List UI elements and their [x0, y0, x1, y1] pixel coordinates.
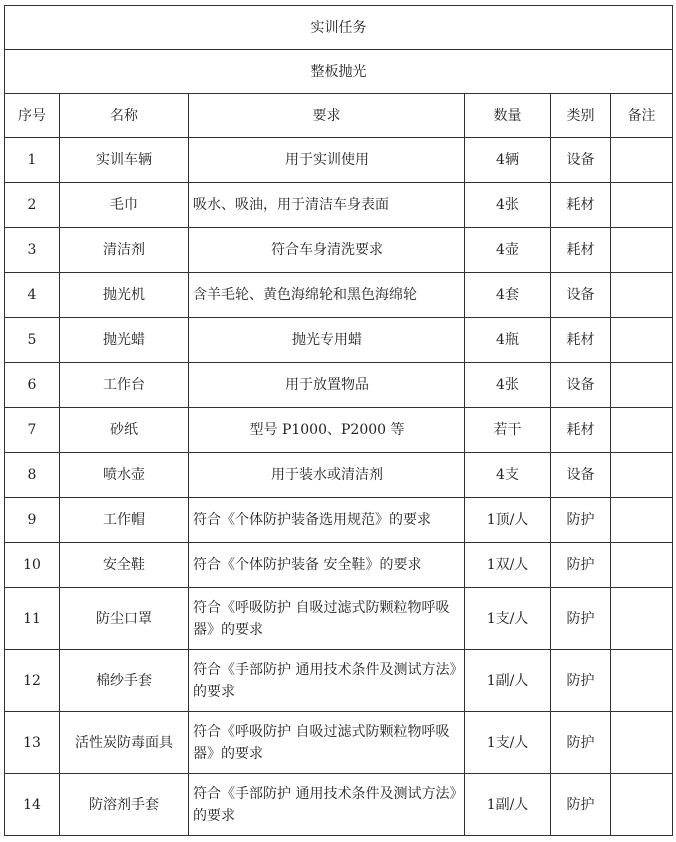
cell-note: [611, 650, 673, 712]
cell-requirement: 用于实训使用: [189, 138, 465, 183]
cell-no: 9: [5, 498, 60, 543]
cell-category: 设备: [551, 273, 611, 318]
table-row: [5, 498, 673, 543]
cell-note: [611, 228, 673, 273]
cell-requirement: 符合《呼吸防护 自吸过滤式防颗粒物呼吸器》的要求: [189, 712, 465, 774]
cell-no: 6: [5, 363, 60, 408]
table-row: [5, 712, 673, 774]
cell-no: 2: [5, 183, 60, 228]
cell-quantity: 若干: [465, 408, 551, 453]
cell-name: 防溶剂手套: [60, 774, 189, 836]
table-row: [5, 273, 673, 318]
cell-note: [611, 543, 673, 588]
cell-note: [611, 408, 673, 453]
cell-no: 11: [5, 588, 60, 650]
cell-note: [611, 138, 673, 183]
table-row: [5, 453, 673, 498]
header-quantity: 数量: [465, 94, 551, 138]
cell-quantity: 4瓶: [465, 318, 551, 363]
cell-requirement: 符合《个体防护装备 安全鞋》的要求: [189, 543, 465, 588]
table-row: [5, 650, 673, 712]
cell-name: 实训车辆: [60, 138, 189, 183]
cell-note: [611, 498, 673, 543]
cell-quantity: 4套: [465, 273, 551, 318]
cell-name: 砂纸: [60, 408, 189, 453]
cell-quantity: 4张: [465, 183, 551, 228]
cell-category: 设备: [551, 138, 611, 183]
table-subtitle: 整板抛光: [5, 50, 673, 94]
cell-quantity: 1顶/人: [465, 498, 551, 543]
cell-note: [611, 774, 673, 836]
cell-no: 8: [5, 453, 60, 498]
cell-quantity: 1双/人: [465, 543, 551, 588]
cell-name: 棉纱手套: [60, 650, 189, 712]
cell-category: 防护: [551, 650, 611, 712]
cell-name: 防尘口罩: [60, 588, 189, 650]
cell-note: [611, 363, 673, 408]
cell-category: 耗材: [551, 318, 611, 363]
cell-note: [611, 453, 673, 498]
cell-name: 安全鞋: [60, 543, 189, 588]
cell-no: 12: [5, 650, 60, 712]
cell-category: 防护: [551, 498, 611, 543]
cell-quantity: 1支/人: [465, 712, 551, 774]
cell-category: 耗材: [551, 228, 611, 273]
cell-quantity: 4张: [465, 363, 551, 408]
cell-no: 1: [5, 138, 60, 183]
cell-no: 3: [5, 228, 60, 273]
cell-name: 抛光机: [60, 273, 189, 318]
cell-requirement: 含羊毛轮、黄色海绵轮和黑色海绵轮: [189, 273, 465, 318]
table-row: [5, 138, 673, 183]
table-row: [5, 318, 673, 363]
header-category: 类别: [551, 94, 611, 138]
header-note: 备注: [611, 94, 673, 138]
header-no: 序号: [5, 94, 60, 138]
cell-no: 5: [5, 318, 60, 363]
cell-category: 防护: [551, 543, 611, 588]
cell-category: 耗材: [551, 408, 611, 453]
table-row: [5, 543, 673, 588]
training-task-table: [4, 5, 673, 836]
cell-requirement: 型号 P1000、P2000 等: [189, 408, 465, 453]
table-row: [5, 774, 673, 836]
cell-category: 设备: [551, 363, 611, 408]
cell-category: 设备: [551, 453, 611, 498]
cell-name: 毛巾: [60, 183, 189, 228]
cell-no: 10: [5, 543, 60, 588]
cell-requirement: 符合车身清洗要求: [189, 228, 465, 273]
cell-quantity: 4支: [465, 453, 551, 498]
cell-quantity: 1副/人: [465, 650, 551, 712]
cell-no: 7: [5, 408, 60, 453]
header-name: 名称: [60, 94, 189, 138]
cell-note: [611, 712, 673, 774]
cell-no: 13: [5, 712, 60, 774]
table-row: [5, 183, 673, 228]
cell-note: [611, 183, 673, 228]
header-requirement: 要求: [189, 94, 465, 138]
cell-requirement: 抛光专用蜡: [189, 318, 465, 363]
table-row: [5, 228, 673, 273]
cell-requirement: 用于放置物品: [189, 363, 465, 408]
cell-quantity: 1副/人: [465, 774, 551, 836]
cell-note: [611, 273, 673, 318]
table-row: [5, 588, 673, 650]
cell-requirement: 符合《手部防护 通用技术条件及测试方法》的要求: [189, 774, 465, 836]
cell-requirement: 符合《手部防护 通用技术条件及测试方法》的要求: [189, 650, 465, 712]
cell-requirement: 符合《呼吸防护 自吸过滤式防颗粒物呼吸器》的要求: [189, 588, 465, 650]
cell-name: 工作台: [60, 363, 189, 408]
table-row: [5, 408, 673, 453]
cell-requirement: 用于装水或清洁剂: [189, 453, 465, 498]
cell-name: 工作帽: [60, 498, 189, 543]
table-title: 实训任务: [5, 6, 673, 50]
cell-name: 喷水壶: [60, 453, 189, 498]
cell-quantity: 4辆: [465, 138, 551, 183]
cell-note: [611, 318, 673, 363]
cell-no: 14: [5, 774, 60, 836]
cell-quantity: 4壶: [465, 228, 551, 273]
cell-category: 防护: [551, 712, 611, 774]
cell-name: 活性炭防毒面具: [60, 712, 189, 774]
cell-category: 防护: [551, 774, 611, 836]
table-row: [5, 363, 673, 408]
cell-name: 清洁剂: [60, 228, 189, 273]
cell-requirement: 符合《个体防护装备选用规范》的要求: [189, 498, 465, 543]
cell-name: 抛光蜡: [60, 318, 189, 363]
header-row: [5, 94, 673, 138]
cell-category: 耗材: [551, 183, 611, 228]
cell-category: 防护: [551, 588, 611, 650]
cell-note: [611, 588, 673, 650]
cell-quantity: 1支/人: [465, 588, 551, 650]
cell-requirement: 吸水、吸油，用于清洁车身表面: [189, 183, 465, 228]
cell-no: 4: [5, 273, 60, 318]
